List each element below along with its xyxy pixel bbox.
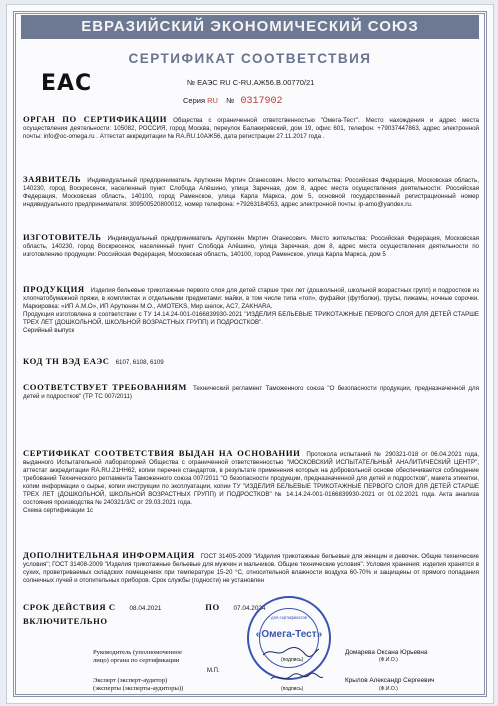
- expert-signature: [269, 671, 325, 685]
- manufacturer-heading: ИЗГОТОВИТЕЛЬ: [23, 232, 102, 242]
- validity-heading: СРОК ДЕЙСТВИЯ С: [23, 602, 116, 612]
- product-heading: ПРОДУКЦИЯ: [23, 284, 85, 294]
- validity-to-label: ПО: [205, 602, 220, 612]
- basis-text: Протокола испытаний № 290321-018 от 06.04.2021 года, выданного Испытательной лабораторией Общества с ограниченной ответственностью "МОСКОВСКИЙ ИСПЫТАТЕЛЬНЫЙ АНАЛИТИЧЕСКИЙ ЦЕНТР", аттестат аккредитации RA.RU.21НН62, копии перечня стандартов, в результате применения которых на добровольной основе обеспечивается соблюдение требований Технического регламента Таможенного союза 007/2011 "О безопасности продукции, предназначенной для детей и подростков", макета этикетки, копии информации о сырье, копии инструкции по эксплуатации, копии ТУ "ИЗДЕЛИЯ БЕЛЬЕВЫЕ ТРИКОТАЖНЫЕ ПЕРВОГО СЛОЯ ДЛЯ ДЕТЕЙ СТАРШЕ ТРЕХ ЛЕТ (ДОШКОЛЬНОЙ, ШКОЛЬНОЙ ВОЗРАСТНЫХ ГРУПП) И ПОДРОСТКОВ" № 14.14.24-001-0166839930-2021 от 01.02.2021 года. Акта анализа состояния производства № 240321/3/С от 29.03.2021 года.: [23, 451, 479, 506]
- compliance-text: Технический регламент Таможенного союза "О безопасности продукции, предназначенной для детей и подростков" (ТР ТС 007/2011): [23, 385, 479, 400]
- head-sig-caption: (подпись): [281, 657, 304, 663]
- certificate-sheet: [6, 4, 494, 704]
- code-value: 6107, 6108, 6109: [115, 359, 164, 366]
- expert-label-line2: (эксперты (эксперты-аудиторы)): [93, 685, 184, 692]
- validity-to: 07.04.2024: [233, 605, 266, 612]
- code-heading: КОД ТН ВЭД ЕАЭС: [23, 356, 110, 366]
- union-banner: ЕВРАЗИЙСКИЙ ЭКОНОМИЧЕСКИЙ СОЮЗ: [21, 15, 479, 39]
- stamp-caption: * для сертификатов *: [268, 615, 310, 620]
- product-block: [23, 285, 479, 335]
- number-label: № ЕАЭС: [187, 78, 218, 87]
- head-name-caption: (Ф.И.О.): [379, 657, 398, 663]
- seal-place-label: М.П.: [207, 668, 220, 674]
- manufacturer-block: [23, 233, 479, 259]
- organ-stamp: [247, 596, 331, 680]
- applicant-block: [23, 175, 479, 209]
- series-no: 0317902: [240, 96, 283, 107]
- head-name: Домарева Оксана Юрьевна: [345, 649, 428, 656]
- additional-text: ГОСТ 31405-2009 "Изделия трикотажные бельевые для женщин и девочек. Общие технические условия"; ГОСТ 31408-2009 "Изделия трикотажные бельевые для мужчин и мальчиков. Общие технические условия". Условия хранения: изделия хранятся в сухих, проветриваемых складских помещениях при температуре 15-20 °С, относительной влажности воздуха 60-70% и защищены от прямого попадания солнечных лучей и отопительных приборов. Срок службы (годности) не установлен: [23, 553, 479, 584]
- series-code: RU: [207, 96, 218, 105]
- expert-name: Крылов Александр Сергеевич: [345, 677, 435, 684]
- organ-block: [23, 115, 479, 141]
- certificate-series: [183, 97, 282, 106]
- additional-block: [23, 551, 479, 585]
- expert-sig-caption: (подпись): [281, 686, 304, 692]
- applicant-text: Индивидуальный предприниматель Арутюнян Мкртич Оганесович. Место жительства: Российская Федерация, Московская область, 140230, город Воскресенск, населенный пункт Слобода Алёшино, улица Заречная, дом 8, адрес места осуществления деятельности: Российская Федерация, Московская область, 140100, город Раменское, улица Карла Маркса, дом 5, основной государственный регистрационный номер индивидуального предпринимателя: 309500520800012, номер телефона: +79263184053, адрес электронной почты: ip-amo@yandex.ru.: [23, 177, 479, 208]
- organ-heading: ОРГАН ПО СЕРТИФИКАЦИИ: [23, 114, 168, 124]
- product-serial: Серийный выпуск: [23, 327, 75, 334]
- certificate-title: СЕРТИФИКАТ СООТВЕТСТВИЯ: [128, 51, 372, 66]
- expert-name-caption: (Ф.И.О.): [379, 686, 398, 692]
- basis-block: [23, 449, 479, 515]
- product-spec: Продукция изготовлена в соответствии с ТУ 14.14.24-001-0166839930-2021 "ИЗДЕЛИЯ БЕЛЬЕВЫЕ ТРИКОТАЖНЫЕ ПЕРВОГО СЛОЯ ДЛЯ ДЕТЕЙ СТАРШЕ ТРЕХ ЛЕТ (ДОШКОЛЬНОЙ, ШКОЛЬНОЙ ВОЗРАСТНЫХ ГРУПП) И ПОДРОСТКОВ".: [23, 311, 479, 326]
- manufacturer-text: Индивидуальный предприниматель Арутюнян Мкртич Оганесович. Место жительства: Российская Федерация, Московская область, 140230, город Воскресенск, населенный пункт Слобода Алёшино, улица Заречная, дом 8, адрес места осуществления деятельности по изготовлению продукции: Российская Федерация, Московская область, 140100, город Раменское, улица Карла Маркса, дом 5: [23, 235, 479, 258]
- eac-mark: EAC: [41, 71, 93, 96]
- series-no-label: №: [226, 96, 235, 105]
- validity-from: 08.04.2021: [129, 605, 162, 612]
- certificate-number: [187, 79, 314, 87]
- basis-heading: СЕРТИФИКАТ СООТВЕТСТВИЯ ВЫДАН НА ОСНОВАНИИ: [23, 448, 301, 458]
- additional-heading: ДОПОЛНИТЕЛЬНАЯ ИНФОРМАЦИЯ: [23, 550, 195, 560]
- compliance-block: [23, 383, 479, 401]
- basis-scheme: Схема сертификации 1с: [23, 507, 94, 514]
- validity-inclusive: ВКЛЮЧИТЕЛЬНО: [23, 616, 108, 626]
- organ-text: Общества с ограниченной ответственностью "Омега-Тест". Место нахождения и адрес места осуществления деятельности: 105082, РОССИЯ, город Москва, переулок Балакиревский, дом 19, офис 601, телефон: +79037447863, адрес электронной почты: info@oc-omega.ru . Аттестат аккредитации № RA.RU.10АЖ56, дата регистрации 27.11.2017 года .: [23, 117, 479, 140]
- number-value: RU C-RU.АЖ56.В.00770/21: [219, 78, 315, 87]
- expert-label-line1: Эксперт (эксперт-аудитор): [93, 677, 168, 684]
- product-text: Изделия бельевые трикотажные первого слоя для детей старше трех лет (дошкольной, школьной возрастных групп) и подростков из хлопчатобумажной пряжи, в комплектах и отдельными предметами: майки, в том числе типа «топ», фуфайки (футболки), трусы, пижамы, ночные сорочки. Маркировка: «ИП А.М.О», ИП Арутюнян М.О., AMOTEKS, Мир шелок, AC7, ZAKHARA.: [23, 287, 479, 310]
- head-label: [93, 649, 182, 665]
- applicant-heading: ЗАЯВИТЕЛЬ: [23, 174, 82, 184]
- head-label-line2: лицо) органа по сертификации: [93, 657, 180, 664]
- compliance-heading: СООТВЕТСТВУЕТ ТРЕБОВАНИЯМ: [23, 382, 187, 392]
- expert-label: [93, 677, 183, 693]
- code-block: [23, 357, 479, 367]
- stamp-name: «Омега-Тест»: [255, 629, 323, 640]
- series-label: Серия: [183, 96, 206, 105]
- head-label-line1: Руководитель (уполномоченное: [93, 649, 183, 656]
